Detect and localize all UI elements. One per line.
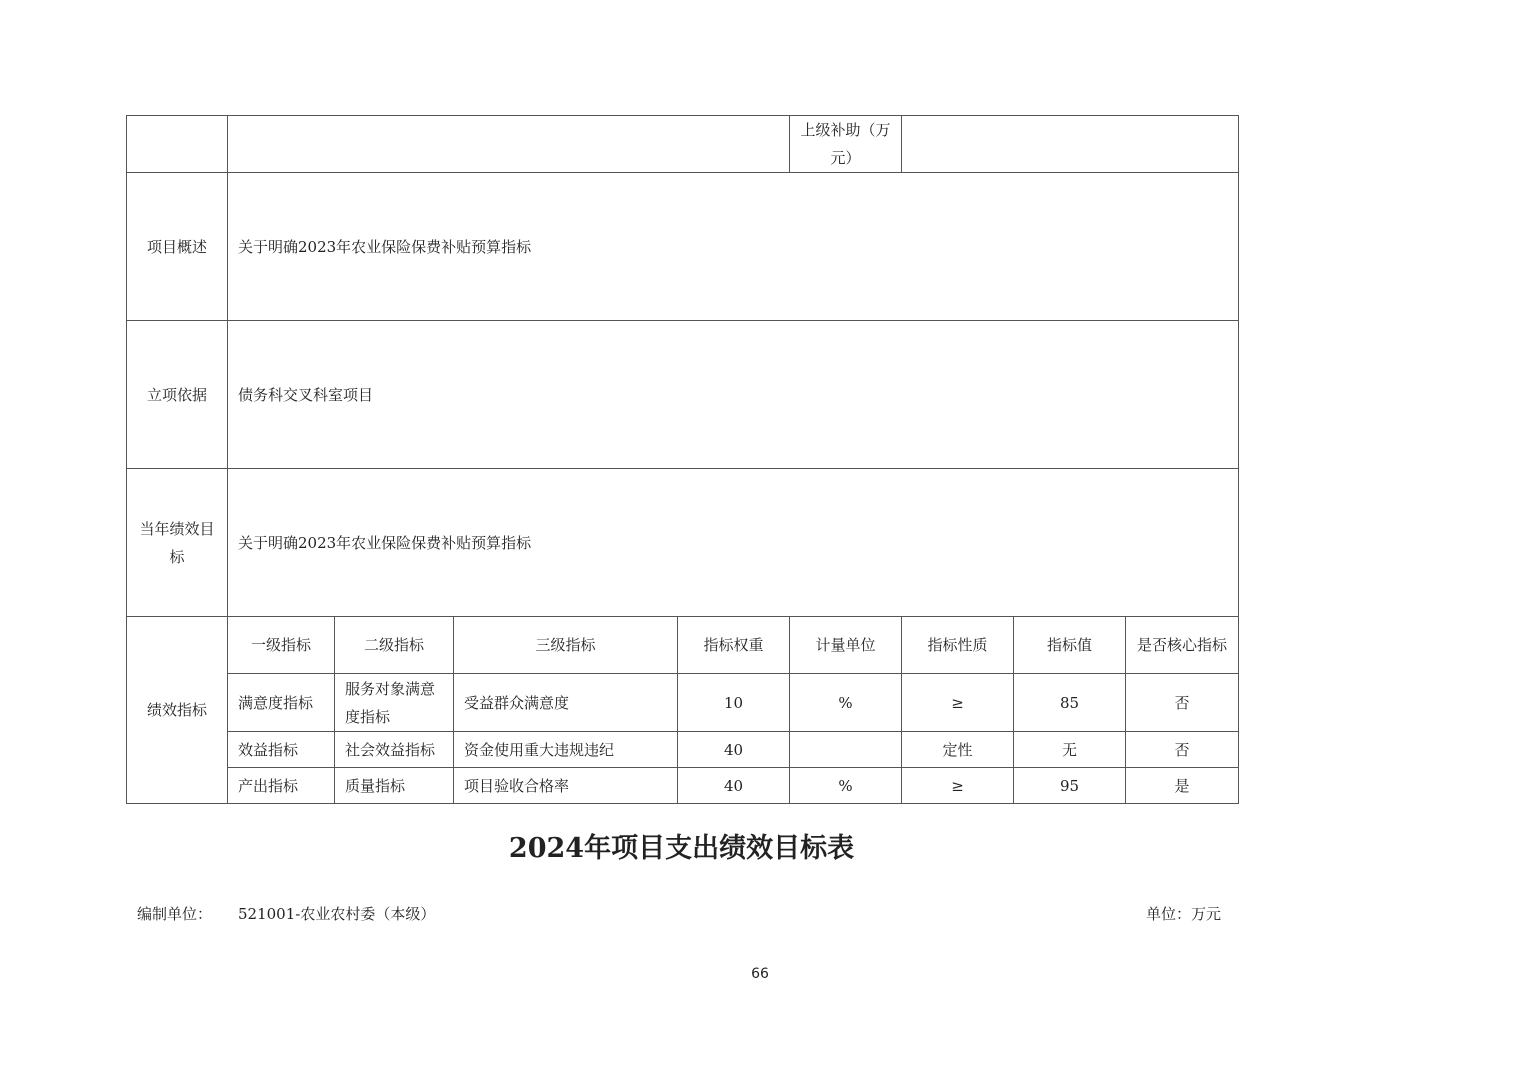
cell-nature: ≥ bbox=[902, 768, 1014, 804]
cell-unit: % bbox=[790, 768, 902, 804]
cell-level3: 资金使用重大违规违纪 bbox=[454, 732, 678, 768]
overview-label: 项目概述 bbox=[127, 173, 228, 321]
cell-nature: ≥ bbox=[902, 674, 1014, 732]
cell-weight: 40 bbox=[678, 768, 790, 804]
header-level1: 一级指标 bbox=[228, 617, 335, 674]
cell-level2: 社会效益指标 bbox=[335, 732, 454, 768]
cell-level3: 项目验收合格率 bbox=[454, 768, 678, 804]
cell-level2: 质量指标 bbox=[335, 768, 454, 804]
cell-level1: 效益指标 bbox=[228, 732, 335, 768]
header-core: 是否核心指标 bbox=[1126, 617, 1239, 674]
cell-core: 是 bbox=[1126, 768, 1239, 804]
cell-level2: 服务对象满意度指标 bbox=[335, 674, 454, 732]
compiler-value: 521001-农业农村委（本级） bbox=[238, 905, 436, 923]
project-table bbox=[126, 115, 1239, 804]
subsidy-row bbox=[127, 116, 1239, 173]
empty-value-cell bbox=[228, 116, 790, 173]
unit-label: 单位：万元 bbox=[1146, 905, 1222, 923]
indicators-label: 绩效指标 bbox=[127, 617, 228, 804]
header-level2: 二级指标 bbox=[335, 617, 454, 674]
header-value: 指标值 bbox=[1014, 617, 1126, 674]
cell-level1: 产出指标 bbox=[228, 768, 335, 804]
overview-row bbox=[127, 173, 1239, 321]
header-level3: 三级指标 bbox=[454, 617, 678, 674]
basis-value: 债务科交叉科室项目 bbox=[228, 321, 1239, 469]
overview-value: 关于明确2023年农业保险保费补贴预算指标 bbox=[228, 173, 1239, 321]
cell-level1: 满意度指标 bbox=[228, 674, 335, 732]
cell-weight: 40 bbox=[678, 732, 790, 768]
header-nature: 指标性质 bbox=[902, 617, 1014, 674]
basis-label: 立项依据 bbox=[127, 321, 228, 469]
page-number: 66 bbox=[751, 966, 769, 982]
empty-label-cell bbox=[127, 116, 228, 173]
header-weight: 指标权重 bbox=[678, 617, 790, 674]
subsidy-value bbox=[902, 116, 1239, 173]
table-row bbox=[127, 732, 1239, 768]
table-row bbox=[127, 768, 1239, 804]
cell-nature: 定性 bbox=[902, 732, 1014, 768]
header-unit: 计量单位 bbox=[790, 617, 902, 674]
compiler-label: 编制单位： bbox=[137, 905, 213, 923]
cell-weight: 10 bbox=[678, 674, 790, 732]
cell-value: 无 bbox=[1014, 732, 1126, 768]
indicator-header-row bbox=[127, 617, 1239, 674]
cell-level3: 受益群众满意度 bbox=[454, 674, 678, 732]
cell-core: 否 bbox=[1126, 732, 1239, 768]
goal-value: 关于明确2023年农业保险保费补贴预算指标 bbox=[228, 469, 1239, 617]
page-title: 2024年项目支出绩效目标表 bbox=[508, 833, 855, 864]
subsidy-label: 上级补助（万元） bbox=[790, 116, 902, 173]
cell-unit: % bbox=[790, 674, 902, 732]
basis-row bbox=[127, 321, 1239, 469]
goal-label: 当年绩效目标 bbox=[127, 469, 228, 617]
goal-row bbox=[127, 469, 1239, 617]
cell-value: 85 bbox=[1014, 674, 1126, 732]
cell-core: 否 bbox=[1126, 674, 1239, 732]
cell-unit bbox=[790, 732, 902, 768]
table-row bbox=[127, 674, 1239, 732]
cell-value: 95 bbox=[1014, 768, 1126, 804]
